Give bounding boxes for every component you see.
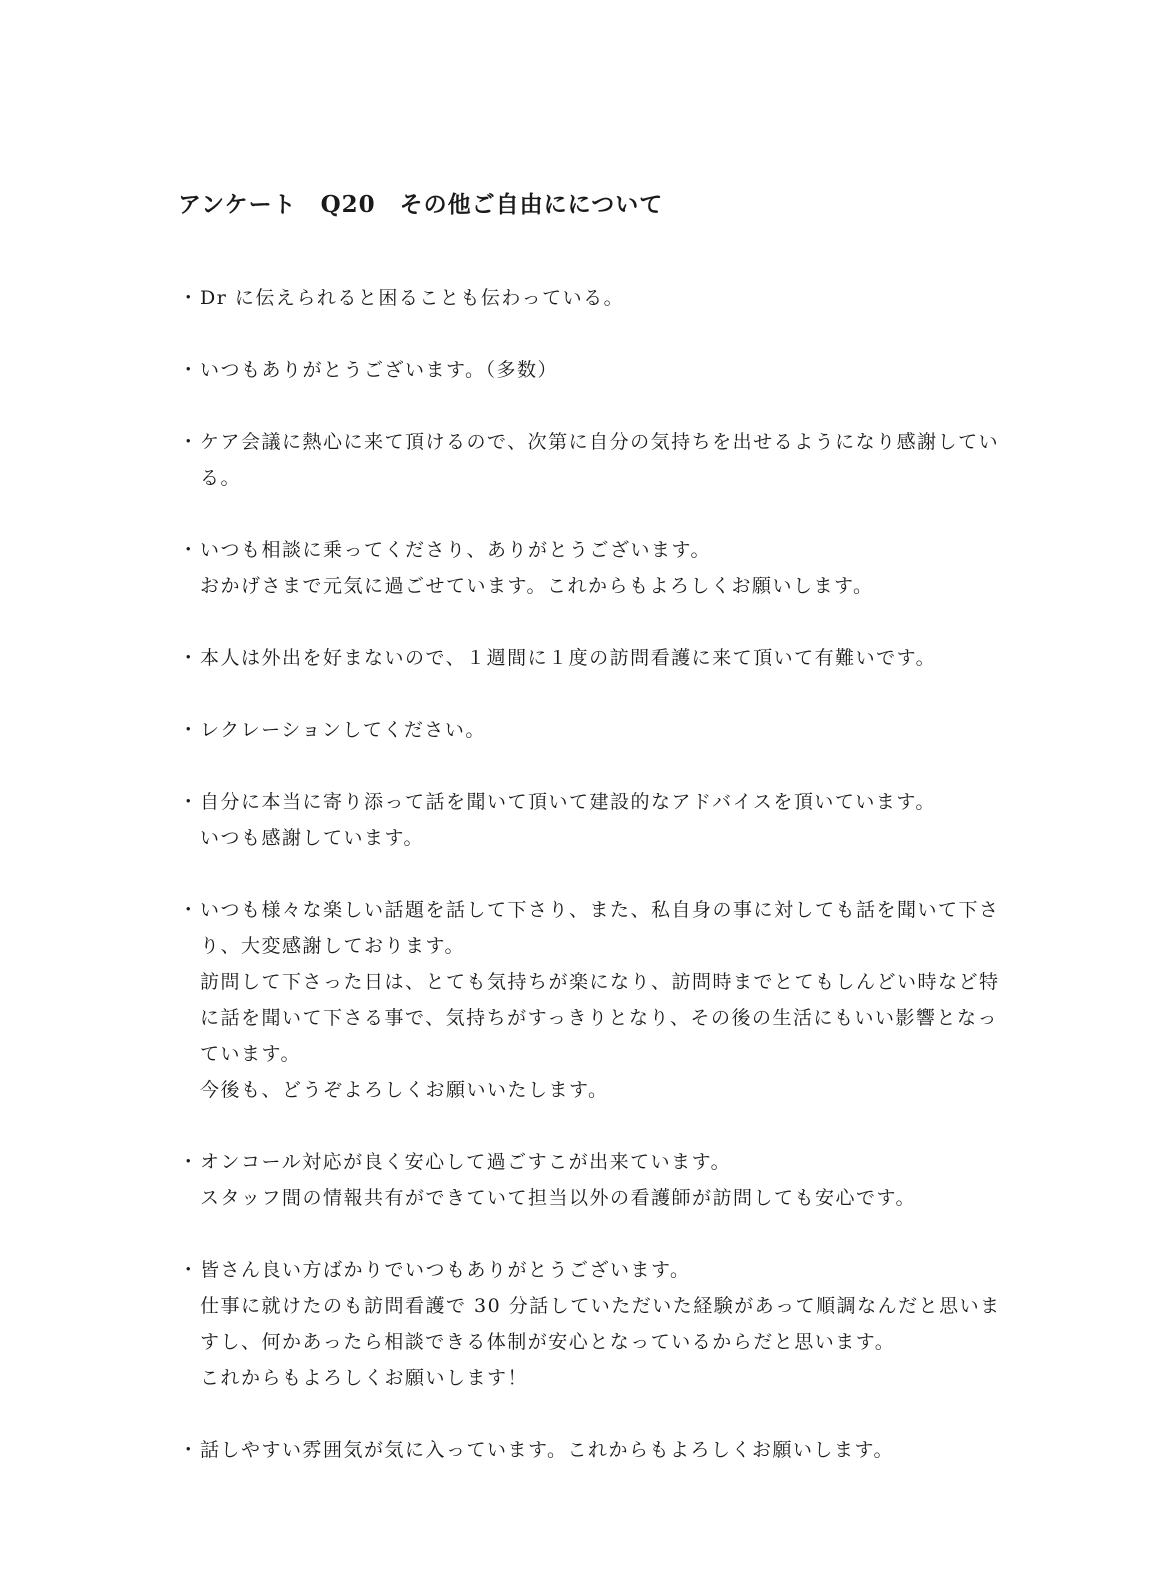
comment-text: 本人は外出を好まないので、１週間に１度の訪問看護に来て頂いて有難いです。 xyxy=(200,647,937,669)
comment-line xyxy=(178,568,1013,604)
comment-first-line xyxy=(178,640,1013,676)
comment-text: 訪問して下さった日は、とても気持ちが楽になり、訪問時までとてもしんどい時など特に話を聞いて下さる事で、気持ちがすっきりとなり、その後の生活にもいい影響となっています。 xyxy=(200,971,1000,1065)
comment-text: Dr に伝えられると困ることも伝わっている。 xyxy=(200,287,625,309)
comment-first-line xyxy=(178,424,1013,496)
comment-first-line xyxy=(178,712,1013,748)
bullet-marker: ・ xyxy=(178,719,200,741)
comment-text: これからもよろしくお願いします！ xyxy=(200,1367,529,1389)
comment-first-line xyxy=(178,784,1013,820)
list-item xyxy=(178,784,1013,856)
list-item xyxy=(178,1252,1013,1396)
comment-first-line xyxy=(178,892,1013,964)
comment-text: いつもありがとうございます。（多数） xyxy=(200,359,558,381)
bullet-marker: ・ xyxy=(178,647,200,669)
comment-text: ケア会議に熱心に来て頂けるので、次第に自分の気持ちを出せるようになり感謝している。 xyxy=(200,431,1000,489)
bullet-marker: ・ xyxy=(178,287,200,309)
bullet-marker: ・ xyxy=(178,791,200,813)
comment-text: いつも感謝しています。 xyxy=(200,827,424,849)
comment-first-line xyxy=(178,352,1013,388)
comment-list xyxy=(178,280,1013,1504)
list-item xyxy=(178,712,1013,748)
comment-text: いつも相談に乗ってくださり、ありがとうございます。 xyxy=(200,539,711,561)
bullet-marker: ・ xyxy=(178,431,200,453)
comment-text: おかげさまで元気に過ごせています。これからもよろしくお願いします。 xyxy=(200,575,874,597)
comment-text: スタッフ間の情報共有ができていて担当以外の看護師が訪問しても安心です。 xyxy=(200,1187,916,1209)
list-item xyxy=(178,1432,1013,1468)
list-item xyxy=(178,280,1013,316)
comment-text: 今後も、どうぞよろしくお願いいたします。 xyxy=(200,1079,609,1101)
comment-text: オンコール対応が良く安心して過ごすこが出来ています。 xyxy=(200,1151,732,1173)
comment-text: いつも様々な楽しい話題を話して下さり、また、私自身の事に対しても話を聞いて下さり、大変感謝しております。 xyxy=(200,899,1000,957)
bullet-marker: ・ xyxy=(178,1151,200,1173)
comment-first-line xyxy=(178,532,1013,568)
bullet-marker: ・ xyxy=(178,539,200,561)
list-item xyxy=(178,640,1013,676)
comment-text: 皆さん良い方ばかりでいつもありがとうございます。 xyxy=(200,1259,691,1281)
bullet-marker: ・ xyxy=(178,1439,200,1461)
comment-line xyxy=(178,1288,1013,1360)
list-item xyxy=(178,424,1013,496)
comment-line xyxy=(178,820,1013,856)
comment-line xyxy=(178,1072,1013,1108)
comment-text: レクレーションしてください。 xyxy=(200,719,486,741)
comment-first-line xyxy=(178,1252,1013,1288)
bullet-marker: ・ xyxy=(178,359,200,381)
comment-first-line xyxy=(178,280,1013,316)
comment-text: 仕事に就けたのも訪問看護で 30 分話していただいた経験があって順調なんだと思いますし、何かあったら相談できる体制が安心となっているからだと思います。 xyxy=(200,1295,1001,1353)
list-item xyxy=(178,1144,1013,1216)
list-item xyxy=(178,532,1013,604)
comment-line xyxy=(178,1180,1013,1216)
comment-line xyxy=(178,1360,1013,1396)
list-item xyxy=(178,352,1013,388)
comment-first-line xyxy=(178,1432,1013,1468)
bullet-marker: ・ xyxy=(178,1259,200,1281)
bullet-marker: ・ xyxy=(178,899,200,921)
comment-line xyxy=(178,964,1013,1072)
comment-text: 自分に本当に寄り添って話を聞いて頂いて建設的なアドバイスを頂いています。 xyxy=(200,791,936,813)
list-item xyxy=(178,892,1013,1108)
comment-text: 話しやすい雰囲気が気に入っています。これからもよろしくお願いします。 xyxy=(200,1439,894,1461)
page-title: アンケート Q20 その他ご自由にについて xyxy=(178,191,664,218)
comment-first-line xyxy=(178,1144,1013,1180)
